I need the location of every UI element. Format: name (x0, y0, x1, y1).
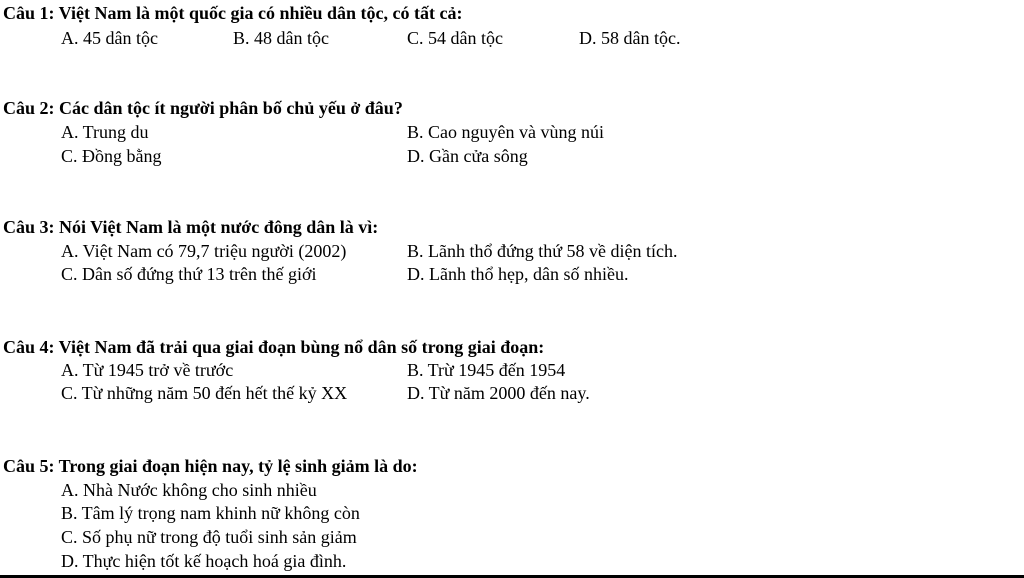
question-2-option-b: B. Cao nguyên và vùng núi (407, 122, 604, 142)
question-4-title: Câu 4: Việt Nam đã trải qua giai đoạn bùng nổ dân số trong giai đoạn: (3, 337, 545, 357)
question-2-option-d: D. Gần cửa sông (407, 146, 528, 166)
question-4-option-a: A. Từ 1945 trở về trước (61, 360, 234, 380)
question-1-option-b: B. 48 dân tộc (233, 28, 329, 48)
question-5-title: Câu 5: Trong giai đoạn hiện nay, tỷ lệ sinh giảm là do: (3, 456, 418, 476)
question-3-option-c: C. Dân số đứng thứ 13 trên thế giới (61, 264, 317, 284)
question-2-title: Câu 2: Các dân tộc ít người phân bố chủ yếu ở đâu? (3, 98, 403, 118)
question-3-title: Câu 3: Nói Việt Nam là một nước đông dân là vì: (3, 217, 379, 237)
question-5-option-b: B. Tâm lý trọng nam khinh nữ không còn (61, 503, 360, 523)
question-1-option-c: C. 54 dân tộc (407, 28, 503, 48)
question-1-title: Câu 1: Việt Nam là một quốc gia có nhiều dân tộc, có tất cả: (3, 3, 463, 23)
question-1-option-a: A. 45 dân tộc (61, 28, 158, 48)
question-5-option-d: D. Thực hiện tốt kế hoạch hoá gia đình. (61, 551, 347, 571)
question-5-option-c: C. Số phụ nữ trong độ tuổi sinh sản giảm (61, 527, 357, 547)
question-1-option-d: D. 58 dân tộc. (579, 28, 681, 48)
question-4-option-c: C. Từ những năm 50 đến hết thế kỷ XX (61, 383, 348, 403)
question-3-option-b: B. Lãnh thổ đứng thứ 58 về diện tích. (407, 241, 678, 261)
question-2-option-c: C. Đồng bằng (61, 146, 162, 166)
question-4-option-b: B. Trừ 1945 đến 1954 (407, 360, 566, 380)
question-4-option-d: D. Từ năm 2000 đến nay. (407, 383, 590, 403)
question-3-option-a: A. Việt Nam có 79,7 triệu người (2002) (61, 241, 347, 261)
question-5-option-a: A. Nhà Nước không cho sinh nhiều (61, 480, 317, 500)
question-3-option-d: D. Lãnh thổ hẹp, dân số nhiều. (407, 264, 629, 284)
question-2-option-a: A. Trung du (61, 122, 149, 142)
